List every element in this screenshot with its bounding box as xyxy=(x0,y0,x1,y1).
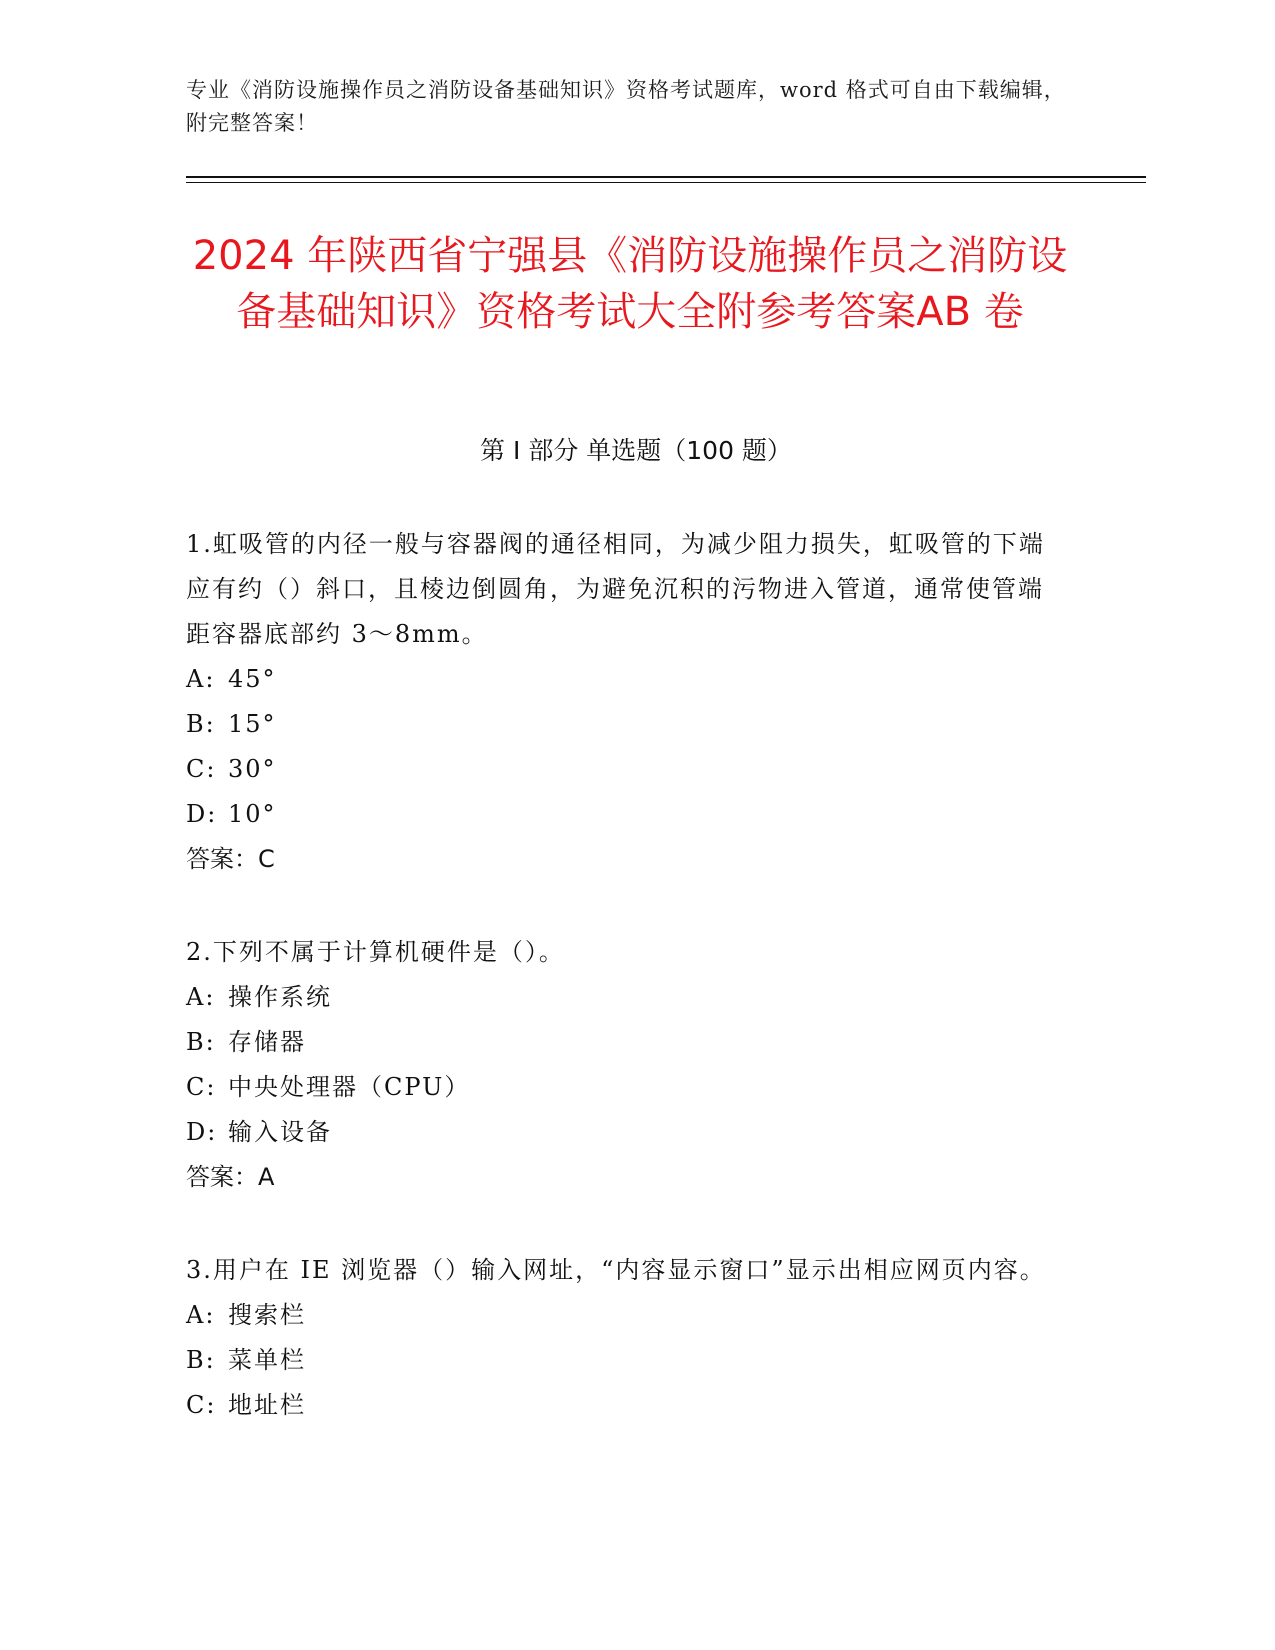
answer-line: 答案：A xyxy=(186,1163,275,1191)
header-rule-thin xyxy=(186,182,1146,183)
question-list xyxy=(186,522,1066,1476)
option-key: C: xyxy=(186,1391,217,1419)
answer-line: 答案：C xyxy=(186,845,275,873)
option-text: 中央处理器（CPU） xyxy=(228,1073,471,1101)
option-text: 45° xyxy=(228,665,277,693)
option-key: A: xyxy=(186,983,216,1011)
option-c xyxy=(186,1383,1066,1428)
header-rule-thick xyxy=(186,176,1146,178)
option-b xyxy=(186,1338,1066,1383)
option-c xyxy=(186,747,1066,792)
option-text: 30° xyxy=(228,755,277,783)
option-d xyxy=(186,1110,1066,1155)
option-key: B: xyxy=(186,1028,216,1056)
option-key: D: xyxy=(186,1118,218,1146)
header-note: 专业《消防设施操作员之消防设备基础知识》资格考试题库，word 格式可自由下载编辑，附完整答案！ xyxy=(186,78,1066,135)
question-stem: 1.虹吸管的内径一般与容器阀的通径相同，为减少阻力损失，虹吸管的下端应有约（）斜口，且棱边倒圆角，为避免沉积的污物进入管道，通常使管端距容器底部约 3～8mm。 xyxy=(186,530,1045,648)
option-b xyxy=(186,1020,1066,1065)
option-text: 10° xyxy=(228,800,277,828)
question-3 xyxy=(186,1248,1066,1428)
option-d xyxy=(186,792,1066,837)
option-key: C: xyxy=(186,1073,217,1101)
option-text: 存储器 xyxy=(228,1028,306,1056)
question-stem: 2.下列不属于计算机硬件是（）。 xyxy=(186,938,565,966)
option-key: B: xyxy=(186,710,216,738)
document-title: 2024 年陕西省宁强县《消防设施操作员之消防设备基础知识》资格考试大全附参考答案AB 卷 xyxy=(192,233,1068,335)
option-text: 搜索栏 xyxy=(228,1301,306,1329)
option-key: D: xyxy=(186,800,218,828)
question-2 xyxy=(186,930,1066,1200)
question-stem: 3.用户在 IE 浏览器（）输入网址，“内容显示窗口”显示出相应网页内容。 xyxy=(186,1256,1046,1284)
option-c xyxy=(186,1065,1066,1110)
option-key: C: xyxy=(186,755,217,783)
option-key: B: xyxy=(186,1346,216,1374)
option-b xyxy=(186,702,1066,747)
option-a xyxy=(186,975,1066,1020)
option-text: 输入设备 xyxy=(228,1118,332,1146)
question-1 xyxy=(186,522,1066,882)
option-text: 15° xyxy=(228,710,277,738)
option-a xyxy=(186,1293,1066,1338)
option-text: 操作系统 xyxy=(228,983,332,1011)
option-a xyxy=(186,657,1066,702)
option-key: A: xyxy=(186,1301,216,1329)
section-title: 第 I 部分 单选题（100 题） xyxy=(480,436,792,465)
option-text: 菜单栏 xyxy=(228,1346,306,1374)
option-text: 地址栏 xyxy=(228,1391,306,1419)
option-key: A: xyxy=(186,665,216,693)
